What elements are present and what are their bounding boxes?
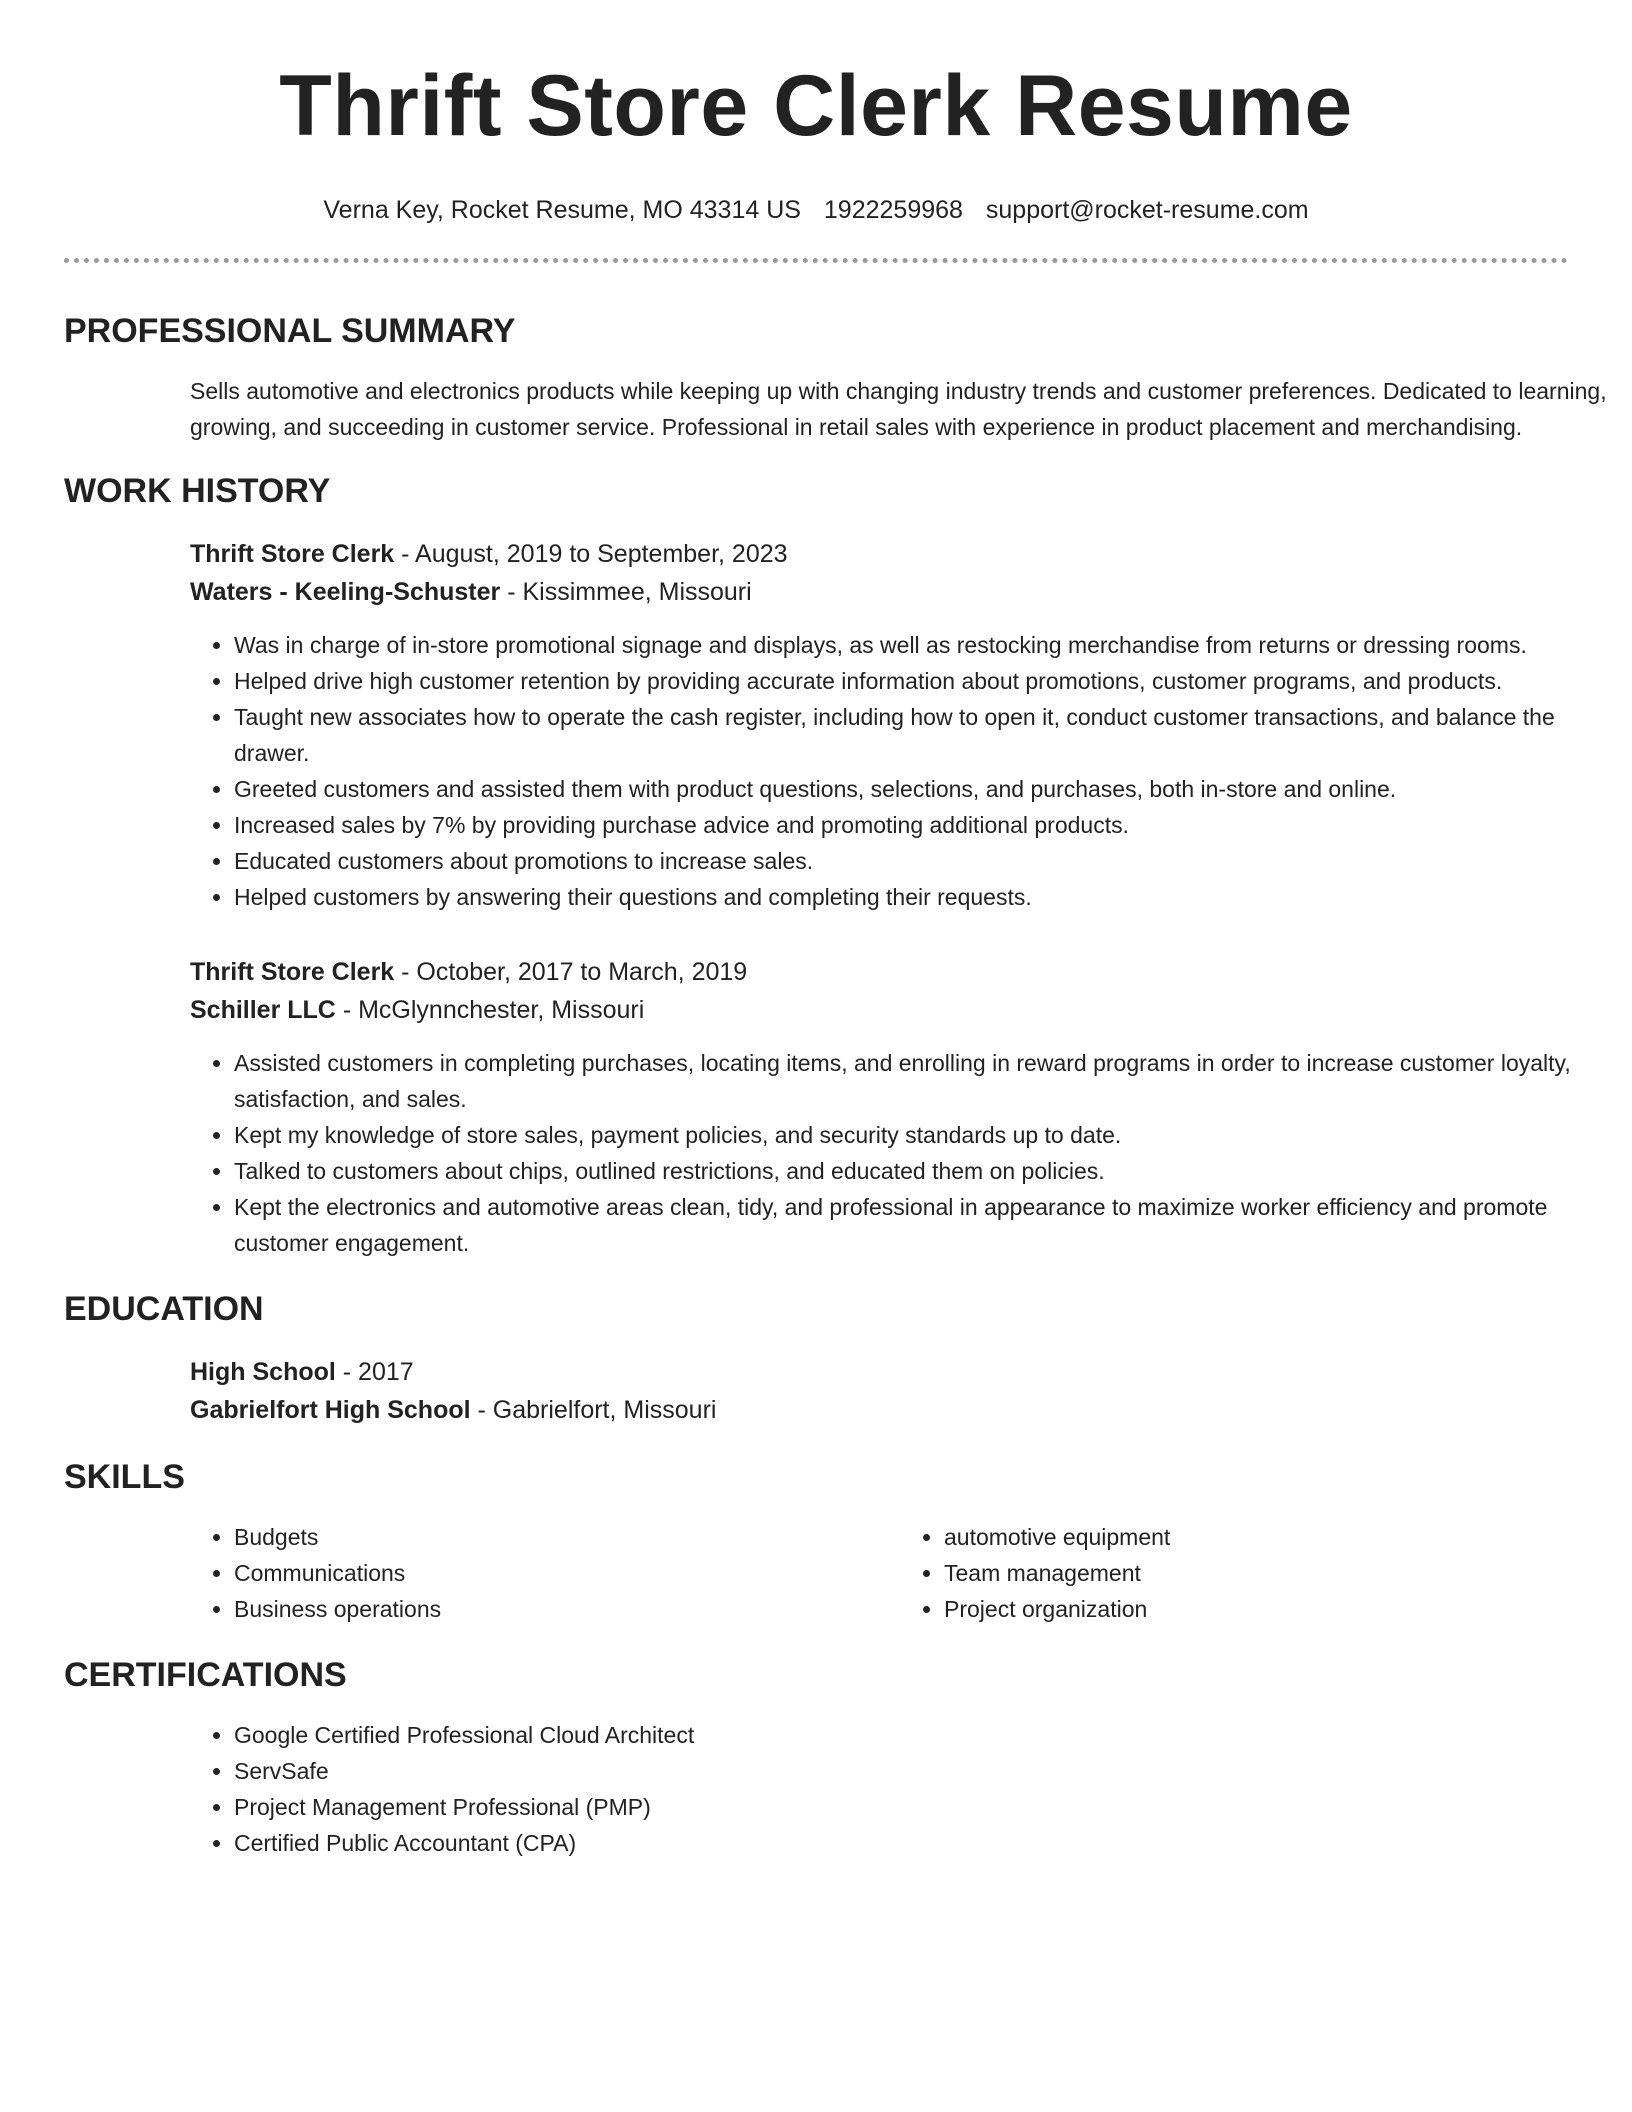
education-degree-line bbox=[190, 1353, 1568, 1391]
skills-heading: SKILLS bbox=[64, 1458, 185, 1496]
header-divider bbox=[64, 258, 1568, 263]
education-entry bbox=[190, 1353, 1568, 1429]
contact-phone: 1922259968 bbox=[823, 196, 963, 224]
job-bullet: • Increased sales by 7% by providing purchase advice and promoting additional products. bbox=[234, 807, 1632, 843]
skill-item: • Project organization bbox=[944, 1591, 1610, 1627]
summary-text: Sells automotive and electronics products while keeping up with changing industry trends and customer preferences. Dedicated to learning, growing, and succeeding in customer service. Professional in retail sales with experience in product placement and merchandising. bbox=[190, 378, 1607, 440]
work-history-heading: WORK HISTORY bbox=[64, 472, 331, 510]
contact-line bbox=[64, 194, 1568, 226]
skills-column-right bbox=[900, 1519, 1610, 1627]
skill-item: • automotive equipment bbox=[944, 1519, 1610, 1555]
job-bullets bbox=[190, 627, 1632, 915]
skill-item: • Business operations bbox=[234, 1591, 900, 1627]
job-bullet: • Educated customers about promotions to increase sales. bbox=[234, 843, 1632, 879]
job-location: - McGlynnchester, Missouri bbox=[335, 996, 645, 1024]
certifications-heading: CERTIFICATIONS bbox=[64, 1656, 347, 1694]
summary-heading: PROFESSIONAL SUMMARY bbox=[64, 312, 516, 350]
job-bullet: • Kept the electronics and automotive areas clean, tidy, and professional in appearance to maximize worker efficiency and promote customer engagement. bbox=[234, 1189, 1632, 1261]
job-bullet: • Talked to customers about chips, outlined restrictions, and educated them on policies. bbox=[234, 1153, 1632, 1189]
education-degree: High School bbox=[190, 1358, 336, 1386]
job-company: Waters - Keeling-Schuster bbox=[190, 578, 501, 606]
job-title-line bbox=[190, 953, 1568, 991]
skill-item: • Communications bbox=[234, 1555, 900, 1591]
job-entry bbox=[190, 953, 1571, 1261]
contact-address: Verna Key, Rocket Resume, MO 43314 US bbox=[323, 196, 801, 224]
certifications-list bbox=[190, 1717, 1568, 1861]
job-company-line bbox=[190, 991, 1568, 1029]
job-company: Schiller LLC bbox=[190, 996, 336, 1024]
job-title-line bbox=[190, 535, 1568, 573]
job-location: - Kissimmee, Missouri bbox=[500, 578, 752, 606]
education-heading: EDUCATION bbox=[64, 1290, 264, 1328]
job-entry bbox=[190, 535, 1568, 915]
certification-item: • Google Certified Professional Cloud Architect bbox=[234, 1717, 1568, 1753]
job-title: Thrift Store Clerk bbox=[190, 958, 395, 986]
job-bullet: • Assisted customers in completing purchases, locating items, and enrolling in reward programs in order to increase customer loyalty, satisfaction, and sales. bbox=[234, 1045, 1632, 1117]
job-bullet: • Greeted customers and assisted them with product questions, selections, and purchases, both in-store and online. bbox=[234, 771, 1632, 807]
skills-column-left bbox=[190, 1519, 900, 1627]
skill-item: • Team management bbox=[944, 1555, 1610, 1591]
job-bullet: • Was in charge of in-store promotional signage and displays, as well as restocking merchandise from returns or dressing rooms. bbox=[234, 627, 1632, 663]
skills-grid bbox=[190, 1519, 1610, 1627]
education-location: - Gabrielfort, Missouri bbox=[470, 1396, 717, 1424]
certification-item: • Certified Public Accountant (CPA) bbox=[234, 1825, 1568, 1861]
job-dates: - August, 2019 to September, 2023 bbox=[394, 540, 788, 568]
education-school: Gabrielfort High School bbox=[190, 1396, 471, 1424]
job-company-line bbox=[190, 573, 1568, 611]
certification-item: • ServSafe bbox=[234, 1753, 1568, 1789]
contact-email: support@rocket-resume.com bbox=[985, 196, 1309, 224]
resume-title: Thrift Store Clerk Resume bbox=[279, 58, 1353, 154]
skill-item: • Budgets bbox=[234, 1519, 900, 1555]
job-bullet: • Kept my knowledge of store sales, payment policies, and security standards up to date. bbox=[234, 1117, 1632, 1153]
education-year: - 2017 bbox=[335, 1358, 414, 1386]
job-bullet: • Taught new associates how to operate the cash register, including how to open it, conduct customer transactions, and balance the drawer. bbox=[234, 699, 1632, 771]
job-title: Thrift Store Clerk bbox=[190, 540, 395, 568]
job-bullets bbox=[190, 1045, 1632, 1261]
certification-item: • Project Management Professional (PMP) bbox=[234, 1789, 1568, 1825]
job-dates: - October, 2017 to March, 2019 bbox=[394, 958, 748, 986]
education-school-line bbox=[190, 1391, 1568, 1429]
job-bullet: • Helped drive high customer retention by providing accurate information about promotions, customer programs, and products. bbox=[234, 663, 1632, 699]
job-bullet: • Helped customers by answering their questions and completing their requests. bbox=[234, 879, 1632, 915]
